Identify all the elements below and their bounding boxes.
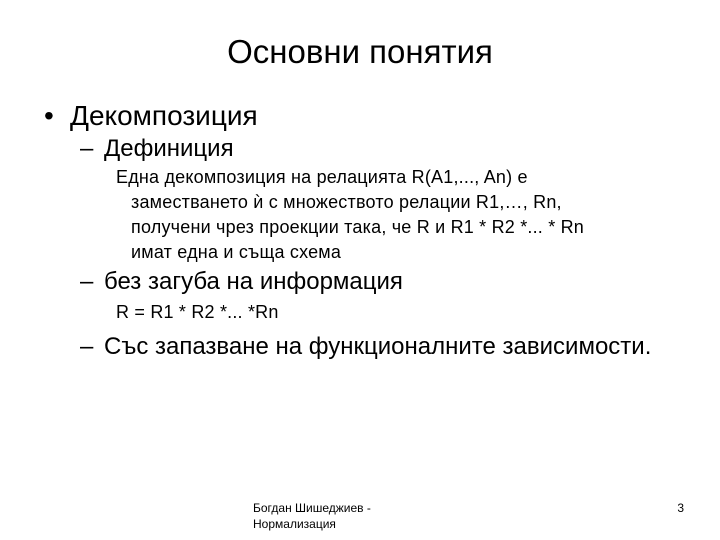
definition-line: имат една и съща схема bbox=[131, 242, 342, 262]
subbullet-definition bbox=[80, 134, 234, 164]
subbullet-lossless-label: без загуба на информация bbox=[104, 268, 403, 295]
dash-marker: – bbox=[80, 135, 94, 162]
subbullet-lossless bbox=[80, 267, 403, 297]
bullet-decomposition bbox=[44, 98, 258, 134]
footer-author-line: Нормализация bbox=[253, 517, 336, 531]
bullet-decomposition-label: Декомпозиция bbox=[70, 100, 258, 131]
bullet-marker: • bbox=[44, 100, 54, 131]
page-number: 3 bbox=[677, 501, 684, 515]
definition-line: получени чрез проекции така, че R и R1 * R2 *... * Rn bbox=[131, 217, 585, 237]
definition-line: Една декомпозиция на релацията R(A1,..., An) е bbox=[116, 167, 528, 187]
footer-author-line: Богдан Шишеджиев - bbox=[253, 501, 371, 515]
dash-marker: – bbox=[80, 333, 94, 360]
definition-line: заместването ѝ с множеството релации R1,…, Rn, bbox=[131, 192, 562, 212]
subbullet-definition-label: Дефиниция bbox=[104, 135, 234, 162]
footer-author bbox=[253, 500, 453, 532]
subbullet-dependency-label: Със запазване на функционалните зависимости. bbox=[104, 333, 652, 360]
slide-title: Основни понятия bbox=[227, 33, 493, 70]
definition-paragraph bbox=[116, 165, 676, 265]
lossless-formula: R = R1 * R2 *... *Rn bbox=[116, 302, 279, 322]
dash-marker: – bbox=[80, 268, 94, 295]
subbullet-dependency-preservation bbox=[80, 332, 651, 362]
